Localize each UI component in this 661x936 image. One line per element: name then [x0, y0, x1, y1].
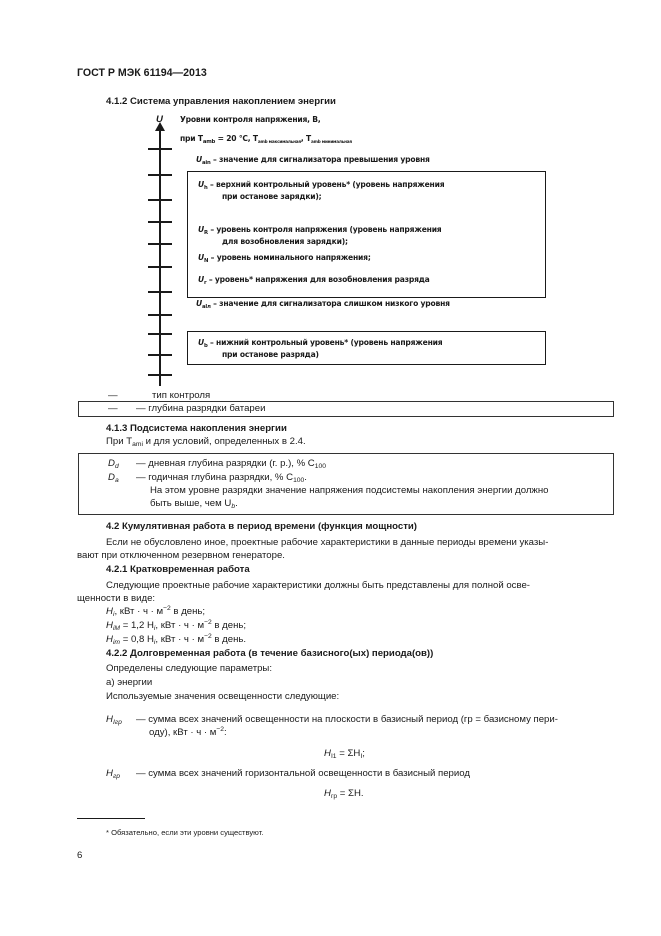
axis-tick: [148, 374, 172, 376]
depth-dash: —: [108, 403, 118, 414]
section-4-2-2-line-2: а) энергии: [106, 677, 153, 688]
da-note-line-1: На этом уровне разрядки значение напряжения подсистемы накопления энергии должно: [150, 485, 549, 496]
axis-tick: [148, 148, 172, 150]
section-4-2-1-line-2: щенности в виде:: [77, 593, 156, 604]
equation-1: $H_{I1} = \Sigma H_I$;: [324, 748, 365, 760]
axis-tick: [148, 243, 172, 245]
axis-tick: [148, 333, 172, 335]
formula-him: $H_{iM} = 1,2$ $H_i$, кВт · $ч \cdot м^{-2}$ в день;: [106, 619, 247, 632]
level-upper-control-cont: при останове зарядки);: [222, 192, 322, 201]
level-lower-control: $U_b$ – нижний контрольный уровень* (уровень напряжения: [198, 338, 443, 349]
depth-label: — глубина разрядки батареи: [136, 403, 266, 414]
level-discharge-resume: $U_r$ – уровень* напряжения для возобновления разряда: [198, 275, 430, 286]
da-definition: — годичная глубина разрядки, % $C_{100}$.: [136, 472, 307, 484]
h1-definition-line-2: оду), кВт · $ч \cdot м^{-2}$:: [149, 726, 227, 738]
axis-tick: [148, 221, 172, 223]
page-number: 6: [77, 850, 83, 861]
voltage-axis-line: [159, 128, 161, 386]
section-heading-4-1-3: 4.1.3 Подсистема накопления энергии: [106, 423, 287, 434]
da-note-line-2: быть выше, чем $U_b$.: [150, 498, 238, 510]
section-4-2-2-line-3: Используемые значения освещенности следующие:: [106, 691, 340, 702]
level-lower-alarm: $U_{alл}$ – значение для сигнализатора слишком низкого уровня: [196, 299, 450, 310]
section-heading-4-2-1: 4.2.1 Кратковременная работа: [106, 564, 250, 575]
h2-symbol: $H_{гр}$: [106, 768, 120, 780]
section-4-2-1-line-1: Следующие проектные рабочие характеристики должны быть представлены для полной осве-: [106, 580, 530, 591]
axis-tick: [148, 354, 172, 356]
level-upper-alarm: $U_{ain}$ – значение для сигнализатора превышения уровня: [196, 155, 430, 166]
footnote-rule: [77, 818, 145, 819]
axis-conditions: при $T_{amb} = 20$ °С, $T_{amb максимальная}$, $T_{amb минимальная}$: [180, 134, 352, 145]
h1-symbol: $H_{Iгр}$: [106, 714, 122, 726]
section-heading-4-1-2: 4.1.2 Система управления накоплением энергии: [106, 96, 336, 107]
axis-title: Уровни контроля напряжения, В,: [180, 115, 321, 124]
axis-tick: [148, 199, 172, 201]
equation-2: $H_{гр} = \Sigma H$.: [324, 788, 364, 800]
h2-definition: — сумма всех значений горизонтальной освещенности в базисный период: [136, 768, 470, 779]
document-header: ГОСТ Р МЭК 61194—2013: [77, 67, 207, 79]
section-4-2-line-2: вают при отключенном резервном генераторе.: [77, 550, 285, 561]
level-lower-control-cont: при останове разряда): [222, 350, 319, 359]
formula-him-lower: $H_{im} = 0,8$ $H_i$, кВт · $ч \cdot м^{-2}$ в день.: [106, 633, 247, 646]
control-type-label: тип контроля: [152, 390, 211, 401]
axis-tick: [148, 266, 172, 268]
level-nominal: $U_N$ – уровень номинального напряжения;: [198, 253, 371, 264]
axis-symbol: U: [156, 114, 163, 125]
dd-definition: — дневная глубина разрядки (г. р.), % $C_{100}$: [136, 458, 326, 470]
level-reconnect-cont: для возобновления зарядки);: [222, 237, 348, 246]
section-4-1-3-intro: При $T_{ami}$ и для условий, определенных в 2.4.: [106, 436, 306, 448]
level-reconnect: $U_R$ – уровень контроля напряжения (уровень напряжения: [198, 225, 442, 236]
axis-tick: [148, 314, 172, 316]
control-dash: —: [108, 390, 118, 401]
section-4-2-line-1: Если не обусловлено иное, проектные рабочие характеристики в данные периоды времени указы-: [106, 537, 549, 548]
footnote-text: * Обязательно, если эти уровни существуют.: [106, 828, 264, 837]
formula-hi: $H_i$, кВт · $ч \cdot м^{-2}$ в день;: [106, 605, 206, 618]
level-upper-control: $U_h$ – верхний контрольный уровень* (уровень напряжения: [198, 180, 445, 191]
dd-symbol: $D_d$: [108, 458, 119, 470]
h1-definition-line-1: — сумма всех значений освещенности на плоскости в базисный период (гр = базисному пери-: [136, 714, 558, 725]
axis-tick: [148, 291, 172, 293]
section-4-2-2-line-1: Определены следующие параметры:: [106, 663, 272, 674]
axis-tick: [148, 174, 172, 176]
section-heading-4-2: 4.2 Кумулятивная работа в период времени (функция мощности): [106, 521, 417, 532]
da-symbol: $D_a$: [108, 472, 119, 484]
section-heading-4-2-2: 4.2.2 Долговременная работа (в течение базисного(ых) периода(ов)): [106, 648, 434, 659]
